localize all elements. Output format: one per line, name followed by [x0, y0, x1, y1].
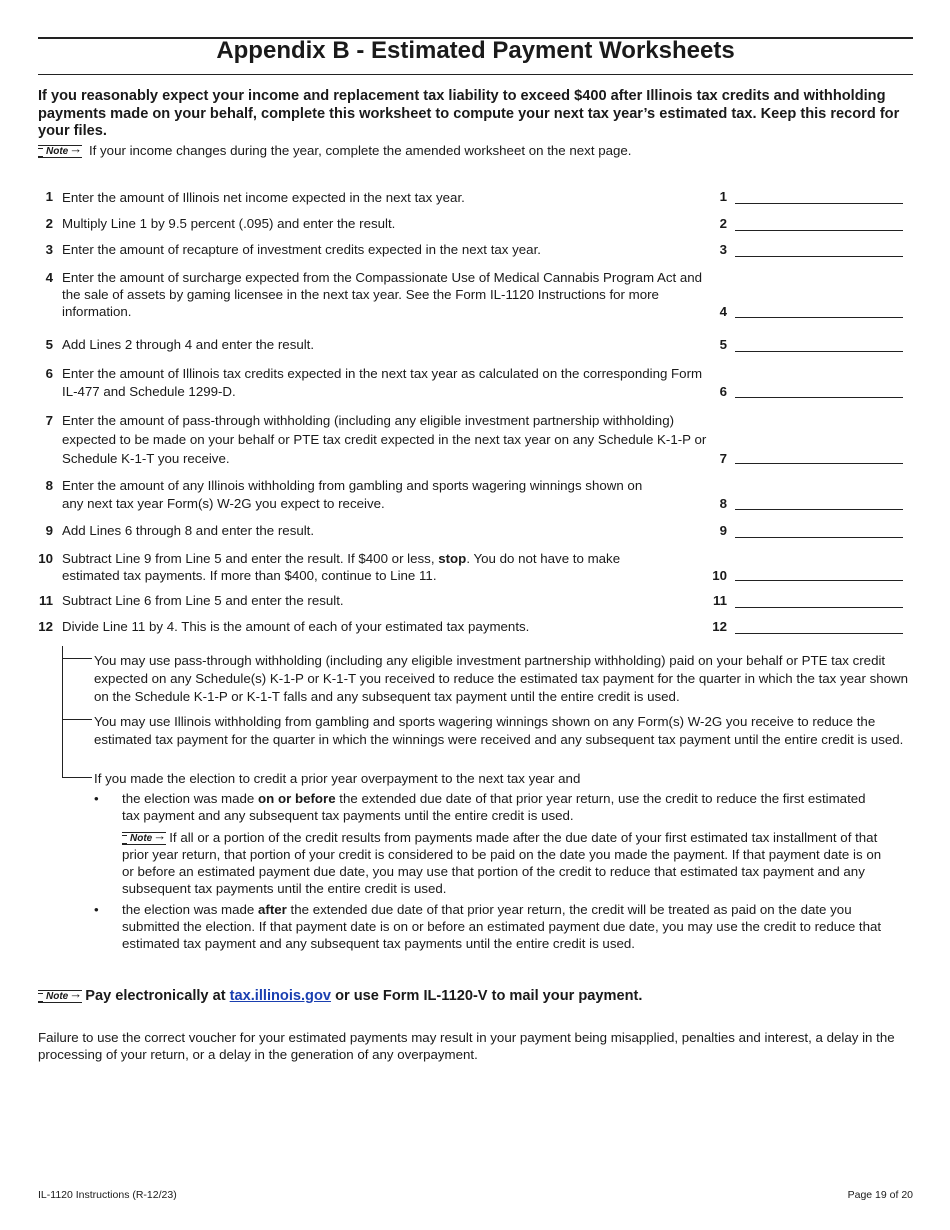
- intro-text: If you reasonably expect your income and replacement tax liability to exceed $400 after Illinois tax credits and withholding payments made on your behalf, complete this worksheet to compute your next tax year’s estimated tax. Keep this record for your files.: [38, 88, 900, 139]
- worksheet-line-6: [38, 365, 913, 401]
- election-intro: If you made the election to credit a prior year overpayment to the next tax year and: [94, 771, 581, 786]
- line-12-entry-field[interactable]: [735, 633, 903, 634]
- note-icon-label: Note: [46, 146, 69, 157]
- line-number: 11: [38, 593, 53, 608]
- line-9-entry-field[interactable]: [735, 537, 903, 538]
- line-10-text-bold: stop: [438, 551, 467, 566]
- line-label-number: 7: [719, 451, 727, 466]
- worksheet-line-1: [38, 189, 913, 206]
- line-number: 6: [45, 366, 53, 381]
- page-title: Appendix B - Estimated Payment Worksheets: [216, 37, 735, 64]
- pay-text-before: Pay electronically at: [85, 988, 230, 1004]
- bullet-2-text: [122, 901, 882, 952]
- intro-paragraph: [38, 88, 908, 141]
- line-text: Enter the amount of surcharge expected from the Compassionate Use of Medical Cannabis Program Act and the sale of assets by gaming licensee in the next tax year. See the Form IL-1120 Instructions for more information.: [62, 270, 703, 319]
- income-change-note-text: If your income changes during the year, complete the amended worksheet on the next page.: [88, 143, 632, 158]
- bullet-1-before: the election was made: [122, 791, 259, 806]
- line-label-number: 4: [719, 304, 727, 319]
- line-text: Enter the amount of any Illinois withholding from gambling and sports wagering winnings shown on any next tax year Form(s) W-2G you expect to receive.: [62, 478, 643, 511]
- line-label-number: 8: [719, 496, 727, 511]
- title-bottom-rule: [38, 74, 913, 75]
- line-10-entry-field[interactable]: [735, 580, 903, 581]
- guidance-bracket: [62, 646, 63, 777]
- worksheet-line-11: [38, 593, 913, 610]
- bullet-2-bold: after: [258, 902, 287, 917]
- bracket-tick-1: [62, 658, 92, 659]
- line-10-text-before: Subtract Line 9 from Line 5 and enter the result. If $400 or less,: [62, 551, 439, 566]
- line-number: 4: [45, 270, 53, 285]
- tax-illinois-link[interactable]: tax.illinois.gov: [229, 988, 332, 1004]
- line-text: Enter the amount of Illinois net income expected in the next tax year.: [62, 190, 465, 205]
- line-number: 2: [45, 216, 53, 231]
- line-text: Enter the amount of recapture of investment credits expected in the next tax year.: [62, 242, 541, 257]
- bullet-1-marker: •: [94, 791, 99, 806]
- bullet-2-before: the election was made: [122, 902, 259, 917]
- note-icon: [38, 145, 82, 158]
- line-number: 7: [45, 413, 53, 428]
- line-3-entry-field[interactable]: [735, 256, 903, 257]
- income-change-note: [38, 143, 908, 159]
- bullet-2-after: the extended due date of that prior year return, the credit will be treated as paid on the date you submitted the election. If that payment date is on or before an estimated payment due date, you may use the credit to reduce that estimated tax payment and any subsequent tax payments until the entire credit is used.: [122, 902, 882, 951]
- pay-electronically-note: [38, 987, 908, 1005]
- gambling-guidance: You may use Illinois withholding from gambling and sports wagering winnings shown on any Form(s) W-2G you receive to reduce the estimated tax payment for the quarter in which the winnings were received and any subsequent tax payment until the entire credit is used.: [94, 714, 904, 747]
- pass-through-guidance: You may use pass-through withholding (including any eligible investment partnership withholding) paid on your behalf or PTE tax credit expected on any Schedule(s) K-1-P or K-1-T you received to reduce the estimated tax payment for the quarter in which the tax year shown on the Schedule K-1-P or K-1-T falls and any subsequent tax payment until the entire credit is used.: [94, 653, 909, 704]
- footer-page-number: Page 19 of 20: [847, 1189, 913, 1201]
- line-text: Add Lines 2 through 4 and enter the result.: [62, 337, 315, 352]
- line-7-entry-field[interactable]: [735, 463, 903, 464]
- worksheet-line-2: [38, 216, 913, 233]
- worksheet-line-5: [38, 337, 913, 354]
- line-label-number: 3: [719, 242, 727, 257]
- failure-paragraph: Failure to use the correct voucher for your estimated payments may result in your payment being misapplied, penalties and interest, a delay in the processing of your return, or a delay in the generation of any overpayment.: [38, 1030, 895, 1062]
- bullet-2-marker: •: [94, 902, 99, 917]
- line-number: 9: [45, 523, 53, 538]
- note-icon-label: Note: [130, 833, 153, 844]
- note-icon: [38, 990, 82, 1003]
- line-text: Add Lines 6 through 8 and enter the result.: [62, 523, 315, 538]
- line-number: 5: [45, 337, 53, 352]
- worksheet-line-9: [38, 523, 913, 540]
- line-label-number: 5: [719, 337, 727, 352]
- line-number: 3: [45, 242, 53, 257]
- line-label-number: 10: [712, 568, 727, 583]
- line-1-entry-field[interactable]: [735, 203, 903, 204]
- line-text: Divide Line 11 by 4. This is the amount of each of your estimated tax payments.: [62, 619, 530, 634]
- line-label-number: 9: [719, 523, 727, 538]
- line-number: 10: [38, 551, 53, 566]
- document-page: [38, 0, 913, 1230]
- line-text: Enter the amount of pass-through withholding (including any eligible investment partnership withholding) expected to be made on your behalf or PTE tax credit expected in the next tax year on any Schedule K-1-P or Schedule K-1-T you receive.: [62, 413, 707, 466]
- worksheet-line-4: [38, 269, 913, 321]
- footer-form-id: IL-1120 Instructions (R-12/23): [38, 1189, 177, 1201]
- worksheet-line-8: [38, 477, 913, 513]
- bracket-tick-2: [62, 719, 92, 720]
- bullet-1-note: [122, 829, 888, 897]
- line-text: Multiply Line 1 by 9.5 percent (.095) and enter the result.: [62, 216, 396, 231]
- pay-text-after: or use Form IL-1120-V to mail your payment.: [331, 988, 643, 1004]
- line-2-entry-field[interactable]: [735, 230, 903, 231]
- line-number: 12: [38, 619, 53, 634]
- line-label-number: 6: [719, 384, 727, 399]
- line-11-entry-field[interactable]: [735, 607, 903, 608]
- line-label-number: 11: [712, 593, 727, 608]
- line-5-entry-field[interactable]: [735, 351, 903, 352]
- worksheet-line-7: [38, 411, 913, 467]
- line-4-entry-field[interactable]: [735, 317, 903, 318]
- bullet-1-note-text: If all or a portion of the credit results from payments made after the due date of your first estimated tax installment of that prior year return, that portion of your credit is considered to be paid on the date you made the payment. If that payment date is on or before an estimated payment due date, you may use that portion of the credit to reduce that estimated tax payment and any subsequent tax payments until the entire credit is used.: [122, 830, 882, 896]
- note-icon-label: Note: [46, 991, 69, 1002]
- line-text: [62, 550, 662, 584]
- worksheet-line-12: [38, 619, 913, 636]
- bracket-tick-3: [62, 777, 92, 778]
- worksheet-line-10: [38, 550, 913, 586]
- line-10-text-after: . You do not have to make estimated tax payments. If more than $400, continue to Line 11.: [62, 551, 621, 583]
- line-number: 8: [45, 478, 53, 493]
- bullet-1-text: [122, 790, 882, 824]
- line-6-entry-field[interactable]: [735, 397, 903, 398]
- line-8-entry-field[interactable]: [735, 509, 903, 510]
- bullet-1-after: the extended due date of that prior year return, use the credit to reduce the first estimated tax payment and any subsequent tax payments until the entire credit is used.: [122, 791, 866, 823]
- line-text: Enter the amount of Illinois tax credits expected in the next tax year as calculated on the corresponding Form IL-477 and Schedule 1299-D.: [62, 366, 703, 399]
- line-label-number: 1: [719, 189, 727, 204]
- line-label-number: 2: [719, 216, 727, 231]
- line-text: Subtract Line 6 from Line 5 and enter the result.: [62, 593, 344, 608]
- bullet-1-bold: on or before: [258, 791, 336, 806]
- note-icon: [122, 832, 166, 845]
- line-label-number: 12: [712, 619, 727, 634]
- line-number: 1: [45, 189, 53, 204]
- worksheet-line-3: [38, 242, 913, 259]
